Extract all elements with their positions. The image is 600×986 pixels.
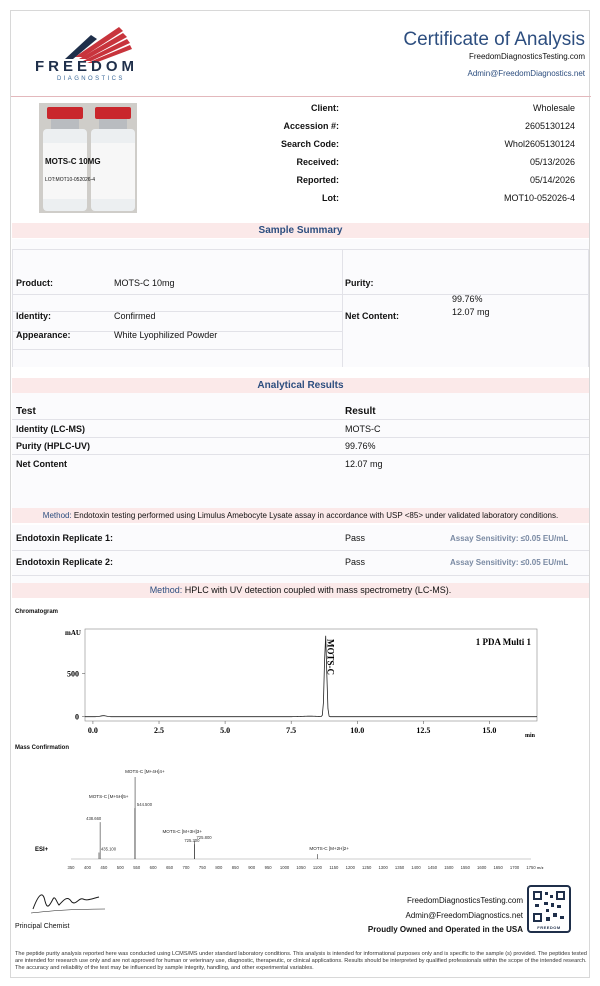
footer-tagline: Proudly Owned and Operated in the USA: [367, 925, 523, 934]
endotoxin-name: Endotoxin Replicate 1:: [16, 533, 114, 543]
analytical-results-table: [12, 393, 589, 513]
mz-tick-label: 1500: [444, 865, 454, 870]
identity-label: Identity:: [16, 311, 51, 321]
header: [11, 11, 591, 97]
vial-photo: [39, 103, 137, 213]
y-unit: mAU: [65, 629, 81, 637]
mz-tick-label: 1700: [509, 865, 520, 870]
brand-tagline: DIAGNOSTICS: [57, 76, 125, 82]
mz-tick-label: 550: [133, 865, 141, 870]
x-tick-label: 10.0: [350, 726, 365, 735]
signature-text: Alex Johnson: [29, 887, 35, 888]
x-tick-label: 7.5: [286, 726, 297, 735]
mz-tick-label: 1650: [493, 865, 503, 870]
info-value: Whol2605130124: [504, 139, 575, 149]
page-title: Certificate of Analysis: [403, 29, 585, 50]
info-label: Lot:: [322, 193, 339, 203]
x-tick-label: 12.5: [416, 726, 431, 735]
mz-tick-label: 1200: [345, 865, 355, 870]
brand-name: FREEDOM: [35, 58, 138, 75]
ms-ion-label: MOTS-C [M+3H]3+: [162, 828, 203, 834]
mass-spectrum-chart: [31, 763, 571, 873]
signature-image: [29, 887, 109, 917]
header-website[interactable]: FreedomDiagnosticsTesting.com: [468, 52, 585, 61]
ms-ion-label: MOTS-C [M+5H]5+: [88, 794, 129, 800]
purity-label: Purity:: [345, 278, 374, 288]
mz-unit: m/z: [537, 865, 544, 870]
disclaimer: The peptide purity analysis reported here was conducted using LCMS/MS under standard laboratory conditions. This analysis is intended for informational purposes only and is specific to the sample (s) provided. The peptides tested are intended for research use only and are not approved for human or veterinary use, diagnostic, therapeutic, or clinical applications. Results should be interpreted by qualified professionals within the scope of the intended research. The accuracy and reliability of the test may be influenced by sample integrity, handling, and other experimental variables.: [15, 951, 587, 971]
mz-tick-label: 1100: [312, 865, 322, 870]
table-row-test: Purity (HPLC-UV): [16, 441, 90, 451]
mz-tick-label: 1250: [362, 865, 372, 870]
qr-brand: FREEDOM: [537, 925, 561, 930]
vial-lot: LOT:MOT10-052026-4: [45, 177, 96, 183]
mz-tick-label: 450: [100, 865, 108, 870]
y-tick-label: 0: [75, 712, 79, 722]
endotoxin-table: [12, 525, 589, 587]
esi-mode: ESI+: [35, 847, 49, 853]
peak-label: MOTS-C: [325, 639, 336, 676]
x-unit: min: [525, 733, 536, 739]
mz-tick-label: 350: [67, 865, 75, 870]
info-value: 05/13/2026: [529, 157, 575, 167]
ms-ion-label: MOTS-C [M+2H]2+: [309, 846, 350, 852]
channel-label: 1 PDA Multi 1: [475, 637, 531, 647]
sample-summary-grid: [12, 239, 589, 367]
method-label: Method:: [149, 585, 183, 595]
net-content-label: Net Content:: [345, 311, 399, 321]
mz-tick-label: 1050: [296, 865, 306, 870]
product-value: MOTS-C 10mg: [114, 278, 175, 288]
vial-label: MOTS-C 10MG: [45, 157, 101, 166]
analytical-results-title: Analytical Results: [12, 378, 589, 393]
info-label: Search Code:: [280, 139, 339, 149]
ms-peak-value: 725.300: [184, 838, 200, 844]
mz-tick-label: 700: [182, 865, 190, 870]
mz-tick-label: 400: [83, 865, 91, 870]
table-row-test: Identity (LC-MS): [16, 424, 85, 434]
appearance-value: White Lyophilized Powder: [114, 330, 218, 340]
mz-tick-label: 1000: [279, 865, 290, 870]
x-tick-label: 2.5: [154, 726, 165, 735]
info-label: Client:: [311, 103, 339, 113]
table-row-result: 99.76%: [345, 441, 376, 451]
signer-role: Principal Chemist: [15, 923, 70, 930]
header-email[interactable]: Admin@FreedomDiagnostics.net: [467, 69, 585, 78]
product-label: Product:: [16, 278, 53, 288]
info-value: 2605130124: [524, 121, 575, 131]
mz-tick-label: 1300: [378, 865, 388, 870]
mz-tick-label: 1350: [394, 865, 405, 870]
endotoxin-name: Endotoxin Replicate 2:: [16, 557, 114, 567]
identity-value: Confirmed: [114, 311, 156, 321]
method-text: HPLC with UV detection coupled with mass spectrometry (LC-MS).: [182, 585, 452, 595]
endotoxin-result: Pass: [345, 533, 366, 543]
ms-peak-value: 544.500: [136, 802, 153, 808]
mz-tick-label: 650: [166, 865, 174, 870]
info-label: Accession #:: [283, 121, 339, 131]
info-value: 05/14/2026: [529, 175, 575, 185]
y-tick-label: 500: [67, 669, 79, 679]
info-value: MOT10-052026-4: [503, 193, 575, 203]
x-tick-label: 15.0: [482, 726, 497, 735]
mass-confirmation-label: Mass Confirmation: [15, 745, 70, 751]
info-label: Reported:: [296, 175, 339, 185]
mz-tick-label: 1450: [427, 865, 438, 870]
endotoxin-sensitivity: Assay Sensitivity: ≤0.05 EU/mL: [450, 558, 569, 567]
qr-code-icon: [529, 889, 569, 925]
mz-tick-label: 1550: [460, 865, 470, 870]
appearance-label: Appearance:: [16, 330, 71, 340]
mz-tick-label: 800: [215, 865, 223, 870]
net-content-value: 12.07 mg: [452, 307, 490, 317]
ms-peak-value: 725.800: [196, 834, 212, 840]
chromatogram-label: Chromatogram: [15, 609, 59, 615]
mz-tick-label: 750: [198, 865, 206, 870]
mz-tick-label: 950: [264, 865, 272, 870]
table-row-result: MOTS-C: [345, 424, 381, 434]
header-divider: [11, 96, 591, 97]
purity-value: 99.76%: [452, 294, 483, 304]
method-label: Method:: [42, 511, 72, 520]
mz-tick-label: 1150: [329, 865, 339, 870]
endotoxin-result: Pass: [345, 557, 366, 567]
info-label: Received:: [296, 157, 339, 167]
ms-peak-value: 435.100: [100, 846, 117, 852]
table-row-test: Net Content: [16, 459, 67, 469]
col-test-header: Test: [16, 406, 36, 417]
col-result-header: Result: [345, 406, 376, 417]
sample-summary-title: Sample Summary: [12, 223, 589, 238]
ms-peak-value: 438.660: [86, 816, 102, 822]
endotoxin-sensitivity: Assay Sensitivity: ≤0.05 EU/mL: [450, 534, 569, 543]
mz-tick-label: 1400: [411, 865, 421, 870]
method-text: Endotoxin testing performed using Limulus Amebocyte Lysate assay in accordance with USP <85> under validated laboratory conditions.: [71, 511, 559, 520]
ms-ion-label: MOTS-C [M+4H]4+: [125, 769, 165, 774]
mz-tick-label: 600: [149, 865, 157, 870]
hplc-method: [12, 583, 589, 598]
mz-tick-label: 500: [116, 865, 124, 870]
x-tick-label: 0.0: [87, 726, 98, 735]
footer-website[interactable]: FreedomDiagnosticsTesting.com: [406, 896, 523, 905]
qr-code-badge[interactable]: [527, 885, 571, 933]
x-tick-label: 5.0: [220, 726, 231, 735]
info-value: Wholesale: [532, 103, 575, 113]
footer-email[interactable]: Admin@FreedomDiagnostics.net: [405, 911, 523, 920]
endotoxin-method: [12, 508, 589, 523]
mz-tick-label: 1600: [477, 865, 487, 870]
mz-tick-label: 1750: [526, 865, 536, 870]
mz-tick-label: 850: [231, 865, 239, 870]
certificate-page: [10, 10, 590, 978]
chromatogram-chart: [41, 617, 561, 747]
table-row-result: 12.07 mg: [345, 459, 383, 469]
mz-tick-label: 900: [248, 865, 256, 870]
